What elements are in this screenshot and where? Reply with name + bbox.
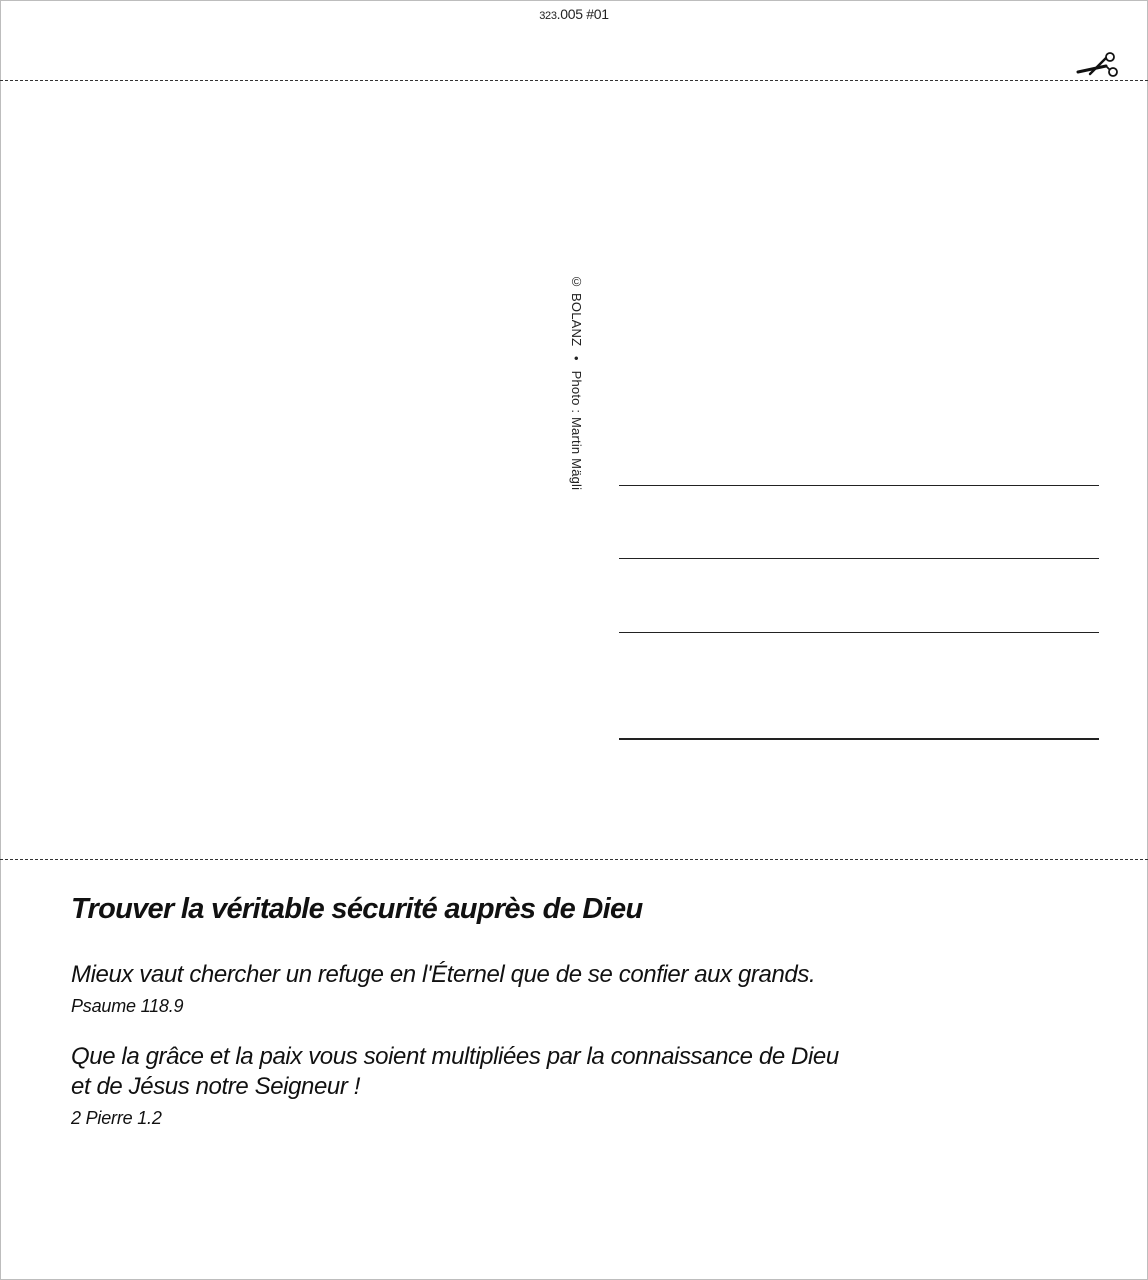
verse-reference: 2 Pierre 1.2 — [71, 1108, 162, 1128]
photo-credit — [569, 274, 584, 490]
credit-separator: • — [569, 356, 584, 361]
copyright-text: © BOLANZ — [569, 274, 584, 347]
address-line — [619, 738, 1099, 740]
bottom-cut-line — [0, 859, 1148, 860]
scissors-icon — [1076, 52, 1120, 82]
photographer-text: Photo : Martin Mägli — [569, 370, 584, 491]
verse-text: Mieux vaut chercher un refuge en l'Éternel que de se confier aux grands. — [71, 961, 816, 988]
product-code — [0, 6, 1148, 22]
product-code-number: .005 #01 — [556, 6, 609, 22]
verse-line: et de Jésus notre Seigneur ! — [71, 1073, 360, 1100]
verse-reference: Psaume 118.9 — [71, 996, 184, 1016]
address-line — [619, 632, 1099, 633]
address-line — [619, 485, 1099, 486]
address-line — [619, 558, 1099, 559]
verse-text — [71, 1042, 839, 1102]
top-cut-line — [0, 80, 1148, 81]
product-code-prefix: 323 — [539, 10, 557, 22]
card-heading: Trouver la véritable sécurité auprès de Dieu — [71, 893, 643, 925]
verse-line: Que la grâce et la paix vous soient multipliées par la connaissance de Dieu — [71, 1043, 839, 1070]
